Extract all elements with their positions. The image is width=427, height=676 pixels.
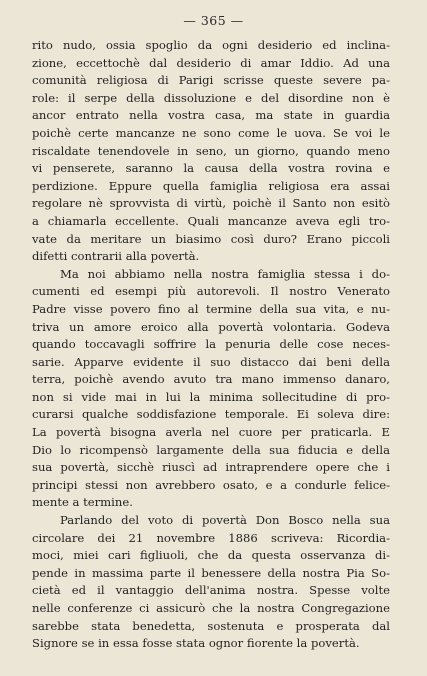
- text-line: cumenti ed esempi più autorevoli. Il nostro Venerato: [32, 284, 390, 299]
- text-line: rito nudo, ossia spoglio da ogni desiderio ed inclina-: [32, 38, 390, 52]
- text-line: riscaldate tenendovele in seno, un giorno, quando meno: [32, 143, 390, 158]
- text-line: non si vide mai in lui la minima sollecitudine di pro-: [32, 389, 390, 404]
- paragraph: [32, 512, 390, 653]
- text-line: vi penserete, saranno la causa della vostra rovina e: [32, 161, 390, 176]
- text-line: role: il serpe della dissoluzione e del disordine non è: [32, 90, 390, 105]
- text-line: circolare dei 21 novembre 1886 scriveva: Ricordia-: [32, 530, 390, 545]
- text-line: zione, eccettochè dal desiderio di amar Iddio. Ad una: [32, 55, 390, 70]
- text-line: La povertà bisogna averla nel cuore per praticarla. E: [32, 425, 390, 440]
- text-line: principi stessi non avrebbero osato, e a condurle felice-: [32, 477, 390, 492]
- text-line: Parlando del voto di povertà Don Bosco nella sua: [60, 513, 390, 528]
- text-line: cietà ed il vantaggio dell'anima nostra. Spesse volte: [32, 583, 390, 598]
- text-line: Signore se in essa fosse stata ognor fiorente la povertà.: [32, 636, 360, 651]
- text-line: regolare nè sprovvista di virtù, poichè il Santo non esitò: [32, 196, 390, 211]
- text-line: terra, poichè avendo avuto tra mano immenso danaro,: [32, 372, 390, 387]
- text-line: curarsi qualche soddisfazione temporale. Ei soleva dire:: [32, 407, 390, 422]
- text-line: quando toccavagli soffrire la penuria delle cose neces-: [32, 337, 390, 352]
- text-line: sarie. Apparve evidente il suo distacco dai beni della: [32, 354, 390, 369]
- text-line: a chiamarla eccellente. Quali mancanze aveva egli tro-: [32, 213, 390, 228]
- text-line: perdizione. Eppure quella famiglia religiosa era assai: [32, 178, 390, 193]
- text-line: Ma noi abbiamo nella nostra famiglia stessa i do-: [60, 266, 390, 281]
- text-line: sua povertà, sicchè riuscì ad intraprendere opere che i: [32, 460, 390, 475]
- text-line: triva un amore eroico alla povertà volontaria. Godeva: [32, 319, 390, 334]
- text-line: pende in massima parte il benessere della nostra Pia So-: [32, 565, 390, 580]
- text-line: difetti contrarii alla povertà.: [32, 249, 200, 264]
- paragraph: [32, 266, 390, 512]
- text-line: nelle conferenze ci assicurò che la nostra Congregazione: [32, 601, 390, 615]
- text-line: Dio lo ricompensò largamente della sua fiducia e della: [32, 442, 390, 457]
- text-line: sarebbe stata benedetta, sostenuta e prosperata dal: [32, 618, 390, 633]
- text-line: mente a termine.: [32, 495, 133, 510]
- page-body: [32, 37, 390, 653]
- page-number: — 365 —: [183, 13, 244, 28]
- text-line: Padre visse povero fino al termine della sua vita, e nu-: [32, 301, 390, 316]
- text-line: poichè certe mancanze ne sono come le uova. Se voi le: [32, 125, 390, 140]
- text-line: vate da meritare un biasimo così duro? Erano piccoli: [32, 231, 390, 246]
- text-line: moci, miei cari figliuoli, che da questa osservanza di-: [32, 548, 390, 563]
- text-line: comunità religiosa di Parigi scrisse queste severe pa-: [32, 73, 390, 88]
- paragraph: [32, 37, 390, 266]
- text-line: ancor entrato nella vostra casa, ma state in guardia: [32, 108, 390, 123]
